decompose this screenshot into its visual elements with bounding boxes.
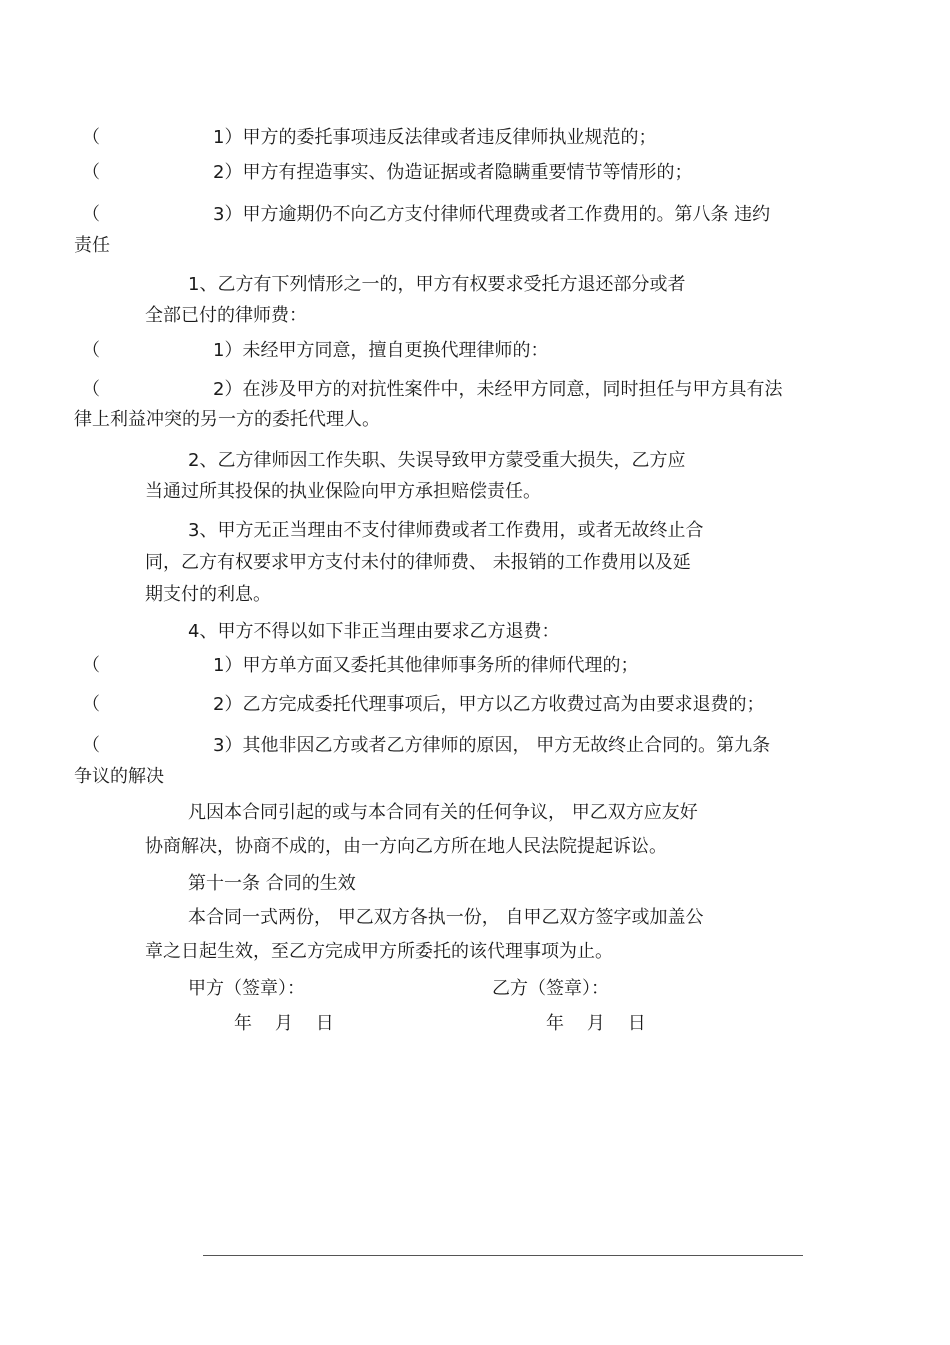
clause-line: 1）未经甲方同意，擅自更换代理律师的： <box>213 340 549 361</box>
party-a-signature-label: 甲方（签章）： <box>188 978 305 999</box>
paren-marker: （ <box>82 379 100 400</box>
clause-line: 1）甲方单方面又委托其他律师事务所的律师代理的； <box>213 655 639 676</box>
paragraph-line: 凡因本合同引起的或与本合同有关的任何争议， 甲乙双方应友好 <box>188 802 698 823</box>
paragraph-line: 章之日起生效，至乙方完成甲方所委托的该代理事项为止。 <box>145 941 613 962</box>
paren-marker: （ <box>82 204 100 225</box>
paren-marker: （ <box>82 694 100 715</box>
party-b-signature-label: 乙方（签章）： <box>492 978 609 999</box>
paragraph-line: 4、甲方不得以如下非正当理由要求乙方退费： <box>188 621 560 642</box>
paren-marker: （ <box>82 340 100 361</box>
footer-divider <box>203 1255 803 1256</box>
paragraph-line: 本合同一式两份， 甲乙双方各执一份， 自甲乙双方签字或加盖公 <box>188 907 704 928</box>
article-heading-continuation: 责任 <box>74 235 110 256</box>
paragraph-line: 3、甲方无正当理由不支付律师费或者工作费用，或者无故终止合 <box>188 520 704 541</box>
clause-line: 3）其他非因乙方或者乙方律师的原因， 甲方无故终止合同的。第九条 <box>213 735 771 756</box>
paren-marker: （ <box>82 735 100 756</box>
clause-line-continuation: 律上利益冲突的另一方的委托代理人。 <box>74 409 380 430</box>
paragraph-line: 全部已付的律师费： <box>145 305 307 326</box>
paren-marker: （ <box>82 127 100 148</box>
clause-line: 2）甲方有捏造事实、伪造证据或者隐瞒重要情节等情形的； <box>213 162 693 183</box>
party-b-date: 年 月 日 <box>546 1013 646 1034</box>
party-a-date: 年 月 日 <box>234 1013 334 1034</box>
paragraph-line: 当通过所其投保的执业保险向甲方承担赔偿责任。 <box>145 481 541 502</box>
clause-line: 2）乙方完成委托代理事项后，甲方以乙方收费过高为由要求退费的； <box>213 694 765 715</box>
paragraph-line: 期支付的利息。 <box>145 584 271 605</box>
paren-marker: （ <box>82 655 100 676</box>
paragraph-line: 同，乙方有权要求甲方支付未付的律师费、 未报销的工作费用以及延 <box>145 552 691 573</box>
clause-line: 2）在涉及甲方的对抗性案件中，未经甲方同意，同时担任与甲方具有法 <box>213 379 783 400</box>
paragraph-line: 1、乙方有下列情形之一的，甲方有权要求受托方退还部分或者 <box>188 274 686 295</box>
paren-marker: （ <box>82 162 100 183</box>
clause-line: 1）甲方的委托事项违反法律或者违反律师执业规范的； <box>213 127 657 148</box>
article-heading: 第十一条 合同的生效 <box>188 873 356 894</box>
clause-line: 3）甲方逾期仍不向乙方支付律师代理费或者工作费用的。第八条 违约 <box>213 204 771 225</box>
article-heading-continuation: 争议的解决 <box>74 766 164 787</box>
paragraph-line: 2、乙方律师因工作失职、失误导致甲方蒙受重大损失，乙方应 <box>188 450 686 471</box>
paragraph-line: 协商解决，协商不成的，由一方向乙方所在地人民法院提起诉讼。 <box>145 836 667 857</box>
